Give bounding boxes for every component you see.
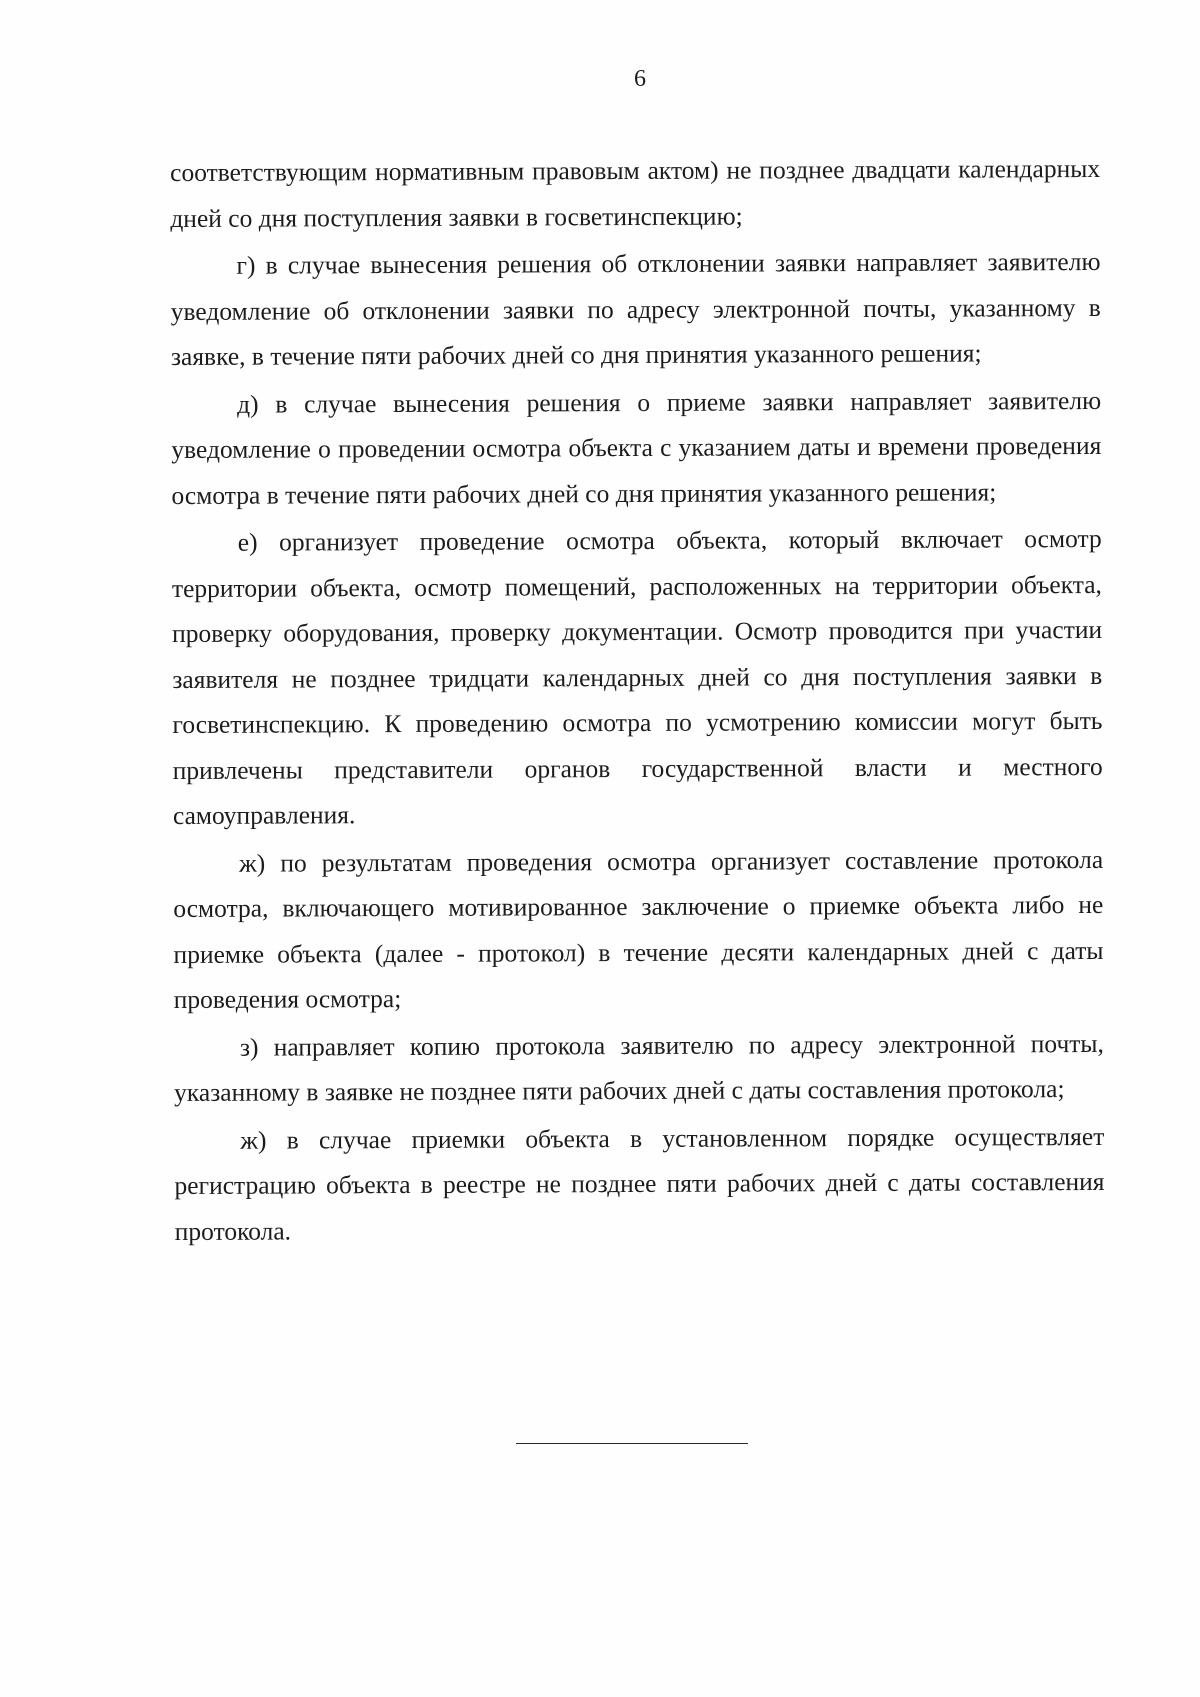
- paragraph-item-g: г) в случае вынесения решения об отклонении заявки направляет заявителю уведомление об отклонении заявки по адресу электронной почты, указанному в заявке, в течение пяти рабочих дней со дня принятия указанного решения;: [170, 246, 1101, 371]
- paragraph-item-zh: ж) по результатам проведения осмотра организует составление протокола осмотра, включающего мотивированное заключение о приемке объекта либо не приемке объекта (далее - протокол) в течение десяти календарных дней с даты проведения осмотра;: [173, 844, 1104, 1014]
- paragraph-item-e: е) организует проведение осмотра объекта, который включает осмотр территории объекта, осмотр помещений, расположенных на территории объекта, проверку оборудования, проверку документации. Осмотр проводится при участии заявителя не позднее тридцати календарных дней со дня поступления заявки в госветинспекцию. К проведению осмотра по усмотрению комиссии могут быть привлечены представители органов государственной власти и местного самоуправления.: [171, 523, 1103, 830]
- paragraph-item-z: з) направляет копию протокола заявителю по адресу электронной почты, указанному в заявке не позднее пяти рабочих дней с даты составления протокола;: [174, 1028, 1104, 1107]
- paragraph-continuation: соответствующим нормативным правовым актом) не позднее двадцати календарных дней со дня поступления заявки в госветинспекцию;: [170, 153, 1101, 233]
- end-of-text-rule: [516, 1443, 748, 1444]
- page-number: 6: [634, 66, 646, 92]
- paragraph-item-d: д) в случае вынесения решения о приеме заявки направляет заявителю уведомление о проведении осмотра объекта с указанием даты и времени проведения осмотра в течение пяти рабочих дней со дня принятия указанного решения;: [171, 385, 1102, 510]
- paragraph-item-zh-second: ж) в случае приемки объекта в установленном порядке осуществляет регистрацию объекта в реестре не позднее пяти рабочих дней с даты составления протокола.: [174, 1121, 1105, 1246]
- document-body: [170, 146, 1105, 1256]
